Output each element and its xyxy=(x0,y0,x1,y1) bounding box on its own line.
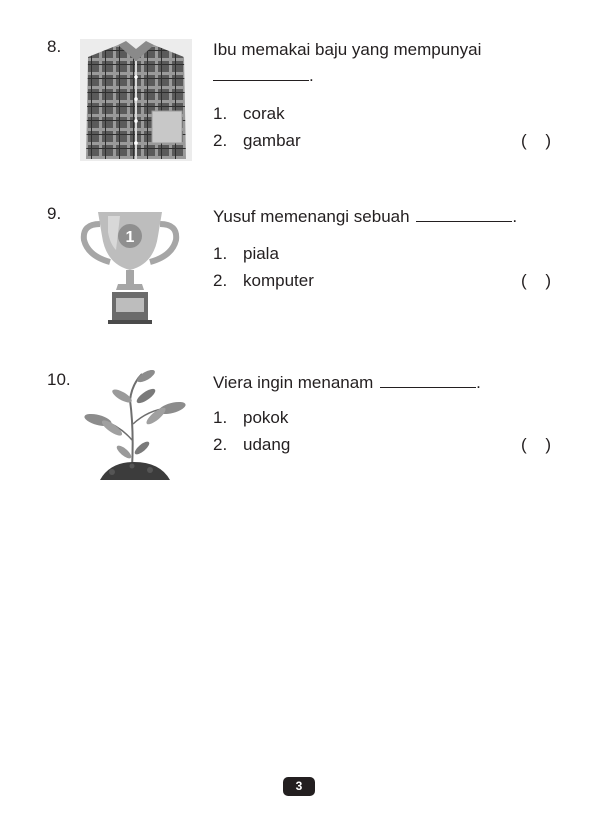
answer-blank xyxy=(380,371,476,388)
answer-bracket: ( ) xyxy=(521,271,552,290)
option-1: 1. corak xyxy=(213,104,285,123)
shirt-image xyxy=(80,39,192,166)
question-number: 9. xyxy=(47,204,62,223)
answer-bracket: ( ) xyxy=(521,131,552,150)
option-2: 2. udang xyxy=(213,435,291,454)
question-stem: Ibu memakai baju yang mempunyai . xyxy=(213,40,482,85)
question-number: 10. xyxy=(47,370,71,389)
trophy-number: 1 xyxy=(125,229,135,246)
page-number: 3 xyxy=(283,777,315,796)
option-1: 1. piala xyxy=(213,244,279,263)
answer-bracket: ( ) xyxy=(521,435,552,454)
answer-blank xyxy=(416,205,512,222)
option-1: 1. pokok xyxy=(213,408,289,427)
option-2: 2. gambar xyxy=(213,131,301,150)
question-stem: Yusuf memenangi sebuah . xyxy=(213,207,518,226)
option-2: 2. komputer xyxy=(213,271,314,290)
trophy-image xyxy=(80,206,180,333)
answer-blank xyxy=(213,64,309,81)
question-stem: Viera ingin menanam . xyxy=(213,373,481,392)
seedling-image xyxy=(80,370,192,487)
question-number: 8. xyxy=(47,37,62,56)
